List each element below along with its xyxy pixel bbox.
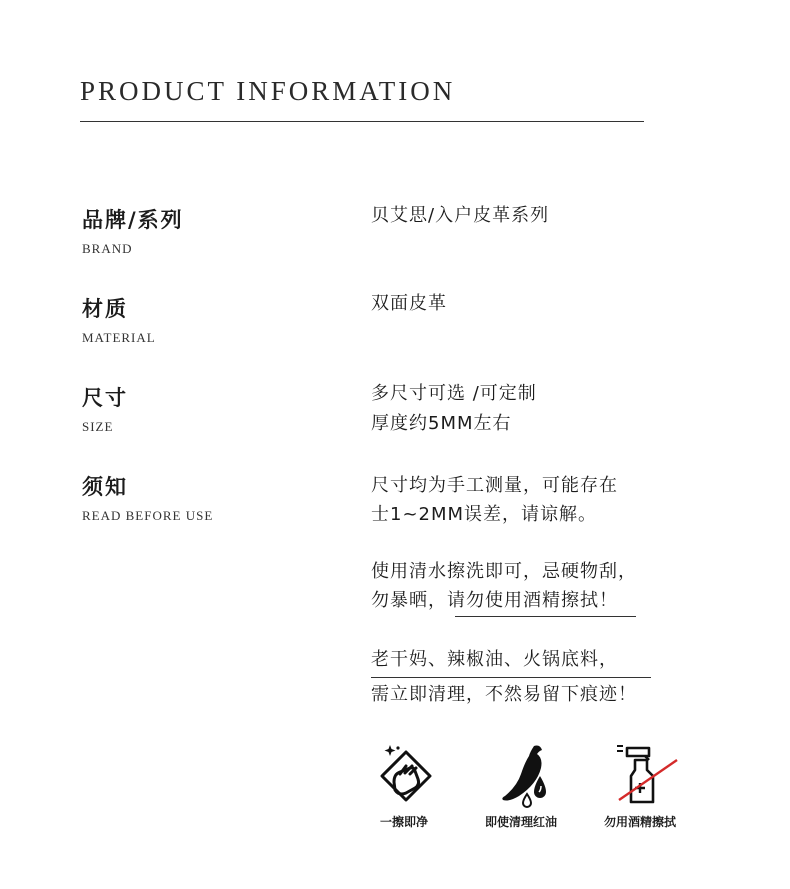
notice-p2-underline bbox=[455, 616, 636, 617]
material-label-en: MATERIAL bbox=[82, 330, 156, 345]
notice-p3-line-1: 老干妈、辣椒油、火锅底料， bbox=[371, 649, 618, 670]
title-divider bbox=[80, 121, 644, 122]
brand-value: 贝艾思/入户皮革系列 bbox=[371, 205, 550, 226]
notice-p2-line-2: 勿暴晒，请勿使用酒精擦拭！ bbox=[371, 590, 618, 611]
material-label-cn: 材质 bbox=[82, 297, 128, 321]
notice-label-cn: 须知 bbox=[82, 475, 128, 499]
material-value: 双面皮革 bbox=[371, 293, 447, 314]
no-alcohol-spray-icon bbox=[615, 742, 685, 808]
icon-caption-1: 一擦即净 bbox=[380, 815, 429, 829]
brand-label-en: BRAND bbox=[82, 241, 133, 256]
chili-oil-icon bbox=[494, 742, 564, 808]
page-title: PRODUCT INFORMATION bbox=[80, 76, 456, 106]
size-label-cn: 尺寸 bbox=[82, 386, 128, 410]
notice-p1-line-1: 尺寸均为手工测量，可能存在 bbox=[371, 475, 618, 496]
brand-label-cn: 品牌/系列 bbox=[82, 208, 184, 232]
notice-p2-line-1: 使用清水擦洗即可，忌硬物刮， bbox=[371, 561, 637, 582]
icon-caption-3: 勿用酒精擦拭 bbox=[604, 815, 677, 829]
notice-p3-line-2: 需立即清理，不然易留下痕迹！ bbox=[371, 684, 637, 705]
size-label-en: SIZE bbox=[82, 419, 114, 434]
notice-p3-underline bbox=[371, 677, 651, 678]
notice-p1-line-2: 士1~2MM误差，请谅解。 bbox=[371, 504, 598, 525]
notice-label-en: READ BEFORE USE bbox=[82, 508, 214, 523]
size-value-line-1: 多尺寸可选 /可定制 bbox=[371, 383, 537, 404]
icon-caption-2: 即使清理红油 bbox=[485, 815, 558, 829]
hand-wipe-icon bbox=[372, 742, 442, 808]
size-value-line-2: 厚度约5MM左右 bbox=[371, 413, 512, 434]
